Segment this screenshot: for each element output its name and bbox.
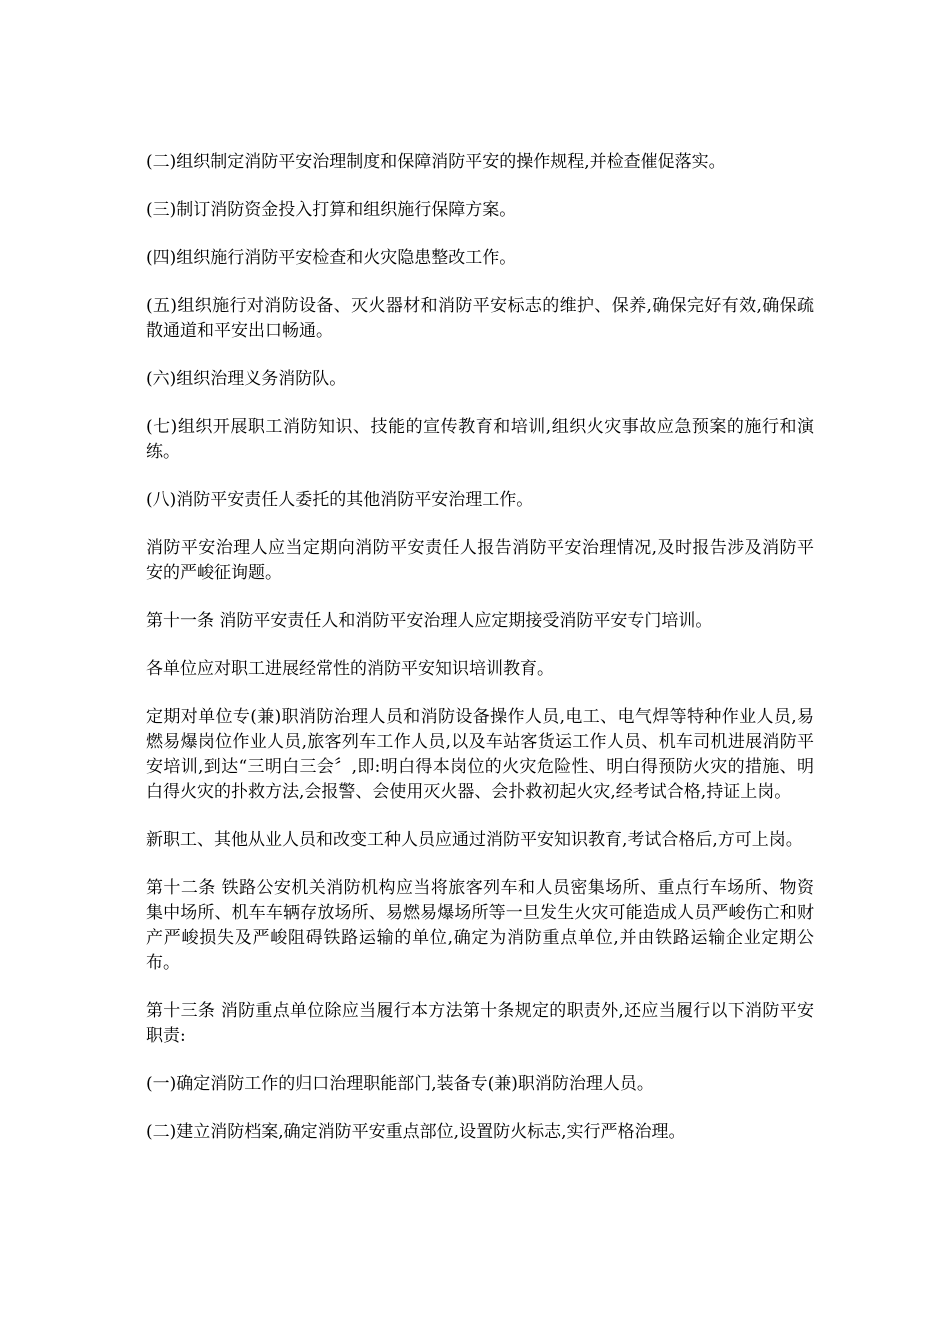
paragraph-article-11: 第十一条 消防平安责任人和消防平安治理人应定期接受消防平安专门培训。 bbox=[146, 611, 713, 631]
paragraph-periodic-training: 定期对单位专(兼)职消防治理人员和消防设备操作人员,电工、电气焊等特种作业人员,易燃易爆岗位作业人员,旅客列车工作人员,以及车站客货运工作人员、机车司机进展消防平安培训,到达“三明白三会〞,即:明白得本岗位的火灾危险性、明白得预防火灾的措施、明白得火灾的扑救方法,会报警、会使用灭火器、会扑救初起火灾,经考试合格,持证上岗。 bbox=[146, 707, 814, 802]
paragraph-article-13: 第十三条 消防重点单位除应当履行本方法第十条规定的职责外,还应当履行以下消防平安职责: bbox=[146, 1001, 814, 1046]
paragraph-item-7-training: (七)组织开展职工消防知识、技能的宣传教育和培训,组织火灾事故应急预案的施行和演练。 bbox=[146, 417, 814, 462]
paragraph-item-5-maintenance: (五)组织施行对消防设备、灭火器材和消防平安标志的维护、保养,确保完好有效,确保疏散通道和平安出口畅通。 bbox=[146, 296, 814, 341]
paragraph-item-4-inspection: (四)组织施行消防平安检查和火灾隐患整改工作。 bbox=[146, 248, 517, 268]
paragraph-item-6-volunteer-brigade: (六)组织治理义务消防队。 bbox=[146, 369, 347, 389]
paragraph-staff-training: 各单位应对职工进展经常性的消防平安知识培训教育。 bbox=[146, 659, 554, 679]
paragraph-duty-2: (二)建立消防档案,确定消防平安重点部位,设置防火标志,实行严格治理。 bbox=[146, 1122, 686, 1142]
paragraph-item-8-other: (八)消防平安责任人委托的其他消防平安治理工作。 bbox=[146, 490, 534, 510]
paragraph-manager-reporting: 消防平安治理人应当定期向消防平安责任人报告消防平安治理情况,及时报告涉及消防平安的严峻征询题。 bbox=[146, 538, 814, 583]
document-body bbox=[146, 150, 814, 1168]
paragraph-new-staff: 新职工、其他从业人员和改变工种人员应通过消防平安知识教育,考试合格后,方可上岗。 bbox=[146, 830, 803, 850]
paragraph-item-2-policies: (二)组织制定消防平安治理制度和保障消防平安的操作规程,并检查催促落实。 bbox=[146, 152, 726, 172]
paragraph-item-3-funding: (三)制订消防资金投入打算和组织施行保障方案。 bbox=[146, 200, 517, 220]
paragraph-article-12: 第十二条 铁路公安机关消防机构应当将旅客列车和人员密集场所、重点行车场所、物资集中场所、机车车辆存放场所、易燃易爆场所等一旦发生火灾可能造成人员严峻伤亡和财产严峻损失及严峻阻碍铁路运输的单位,确定为消防重点单位,并由铁路运输企业定期公布。 bbox=[146, 878, 814, 973]
paragraph-duty-1: (一)确定消防工作的归口治理职能部门,装备专(兼)职消防治理人员。 bbox=[146, 1074, 654, 1094]
